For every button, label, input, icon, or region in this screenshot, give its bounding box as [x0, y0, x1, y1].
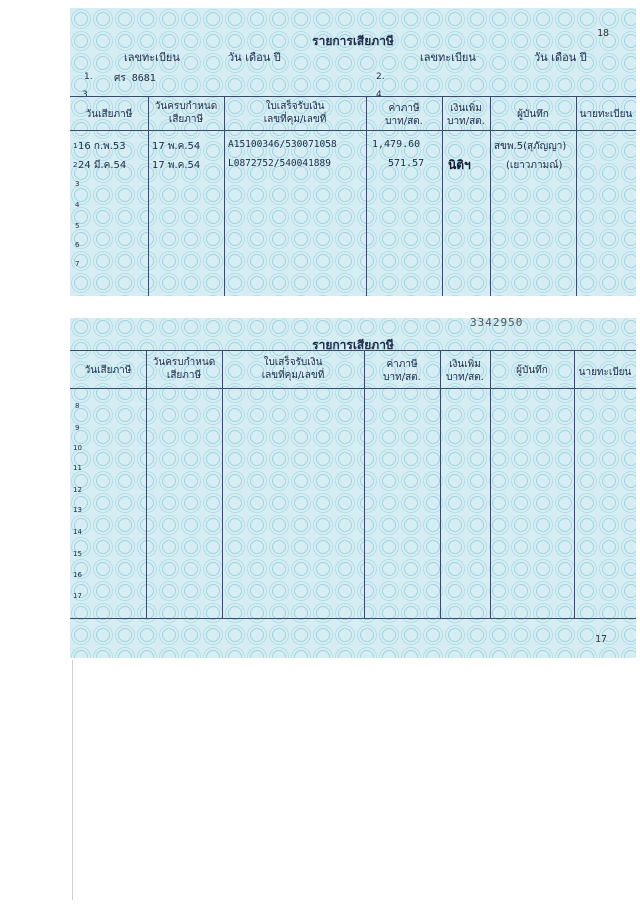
header-tax-amount: ค่าภาษี บาท/สต.: [385, 103, 423, 127]
header-surcharge: เงินเพิ่ม บาท/สต.: [446, 359, 484, 383]
header-bottom-rule: [70, 130, 636, 131]
tax-record-top-panel: [70, 8, 636, 300]
header-recorder: ผู้บันทึก: [517, 109, 549, 120]
row-surcharge: นิติฯ: [448, 158, 471, 172]
header-registrar: นายทะเบียน: [578, 367, 632, 378]
column-divider: [364, 350, 365, 618]
row-number: 11: [73, 464, 82, 472]
header-due-date: วันครบกำหนด เสียภาษี: [152, 357, 216, 381]
row-tax-amount: 1,479.60: [372, 139, 421, 150]
row-number: 14: [73, 528, 82, 536]
header-bottom-rule: [70, 388, 636, 389]
row-number: 6: [75, 241, 80, 249]
row-recorder: (เยาวภามณ์): [506, 160, 563, 171]
entry-number-4: 4.: [376, 90, 385, 100]
header-surcharge: เงินเพิ่ม บาท/สต.: [447, 103, 485, 127]
registration-label-right: เลขทะเบียน: [420, 51, 476, 64]
row-number: 10: [73, 444, 82, 452]
header-receipt: ใบเสร็จรับเงิน เลขที่คุม/เลขที่: [261, 357, 325, 381]
section-title: รายการเสียภาษี: [312, 338, 394, 352]
row-receipt: L0872752/540041889: [228, 158, 331, 169]
row-number: 17: [73, 592, 82, 600]
header-receipt: ใบเสร็จรับเงิน เลขที่คุม/เลขที่: [263, 101, 327, 125]
entry-value-1: ศร 8681: [114, 73, 156, 84]
row-receipt: A15100346/530071058: [228, 139, 337, 150]
entry-number-3: 3.: [82, 90, 91, 100]
row-due-date: 17 พ.ค.54: [152, 160, 201, 171]
column-divider: [490, 350, 491, 618]
bleed-text: 3342950: [470, 316, 524, 329]
header-tax-date: วันเสียภาษี: [84, 365, 132, 376]
page-number: 17: [595, 634, 608, 645]
row-number: 8: [75, 402, 80, 410]
document-sheet: [70, 8, 636, 658]
registration-label-left: เลขทะเบียน: [124, 51, 180, 64]
row-tax-date: 16 ก.พ.53: [78, 141, 126, 152]
row-number: 3: [75, 180, 80, 188]
entry-number-1: 1.: [84, 72, 93, 82]
table-bottom-rule: [70, 618, 636, 619]
row-due-date: 17 พ.ค.54: [152, 141, 201, 152]
column-divider: [222, 350, 223, 618]
column-divider: [224, 96, 225, 299]
row-number: 5: [75, 222, 80, 230]
column-divider: [148, 96, 149, 299]
page-number: 18: [597, 28, 610, 39]
column-divider: [146, 350, 147, 618]
row-recorder: สขพ.5(สุภัญญา): [494, 141, 567, 152]
row-number: 4: [75, 201, 80, 209]
header-registrar: นายทะเบียน: [579, 109, 633, 120]
table-top-rule: [70, 350, 636, 351]
scan-margin-line: [72, 660, 73, 900]
column-divider: [490, 96, 491, 299]
page-fold-gap: [70, 296, 636, 318]
row-number: 9: [75, 424, 80, 432]
header-recorder: ผู้บันทึก: [516, 365, 548, 376]
tax-record-bottom-panel: [70, 326, 636, 658]
entry-number-2: 2.: [376, 72, 385, 82]
row-tax-date: 24 มี.ค.54: [78, 160, 127, 171]
date-label-left: วัน เดือน ปี: [228, 51, 281, 64]
row-number: 1: [73, 142, 78, 150]
row-number: 12: [73, 486, 82, 494]
table-top-rule: [70, 96, 636, 97]
row-number: 7: [75, 260, 80, 268]
row-tax-amount: 571.57: [388, 158, 425, 169]
row-number: 13: [73, 506, 82, 514]
header-tax-date: วันเสียภาษี: [85, 109, 133, 120]
date-label-right: วัน เดือน ปี: [534, 51, 587, 64]
row-number: 2: [73, 161, 78, 169]
row-number: 16: [73, 571, 82, 579]
header-due-date: วันครบกำหนด เสียภาษี: [154, 101, 218, 125]
column-divider: [440, 350, 441, 618]
column-divider: [576, 96, 577, 299]
row-number: 15: [73, 550, 82, 558]
header-tax-amount: ค่าภาษี บาท/สต.: [383, 359, 421, 383]
column-divider: [574, 350, 575, 618]
section-title: รายการเสียภาษี: [312, 34, 394, 48]
